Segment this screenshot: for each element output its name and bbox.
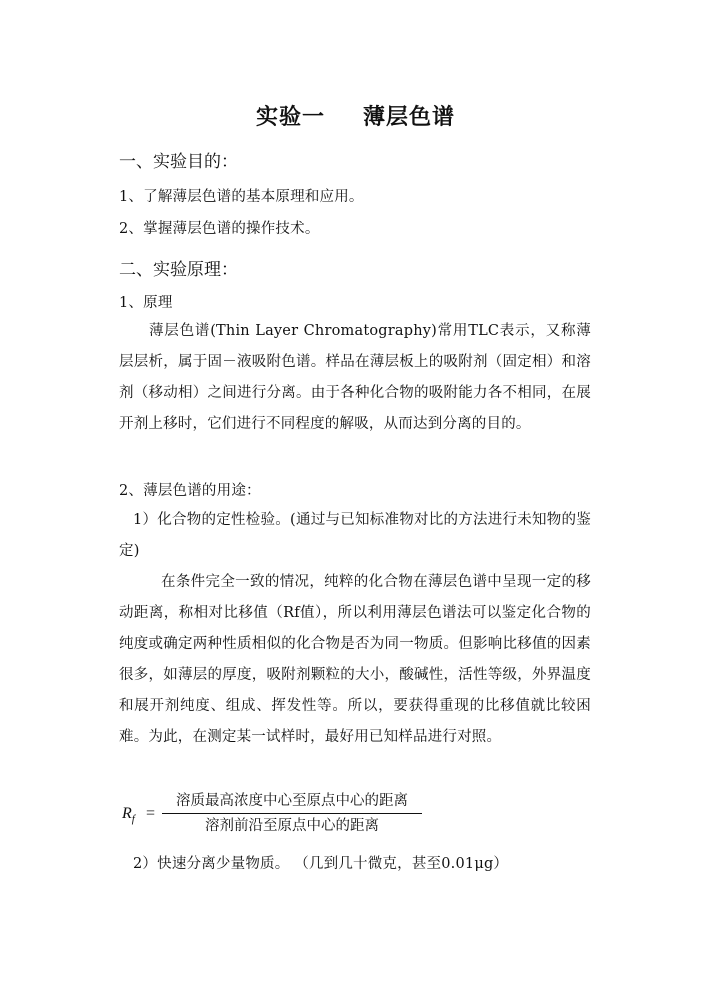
subheading-uses: 2、薄层色谱的用途： <box>119 483 261 499</box>
use-item-1: 1）化合物的定性检验。(通过与已知标准物对比的方法进行未知物的鉴定) <box>119 512 591 559</box>
title-experiment-number: 实验一 <box>255 105 325 130</box>
fraction-bar <box>162 813 422 814</box>
formula-numerator: 溶质最高浓度中心至原点中心的距离 <box>176 793 408 809</box>
heading-principles: 二、实验原理： <box>119 260 238 280</box>
formula-equals: = <box>146 805 156 822</box>
page-title <box>0 100 711 131</box>
rf-formula <box>122 791 422 837</box>
use-item-2: 2）快速分离少量物质。 （几到几十微克，甚至0.01μg） <box>133 856 509 872</box>
title-experiment-name: 薄层色谱 <box>363 105 456 130</box>
objective-item-2: 2、掌握薄层色谱的操作技术。 <box>119 221 320 237</box>
heading-objectives: 一、实验目的： <box>119 152 238 172</box>
subheading-principle: 1、原理 <box>119 295 173 311</box>
formula-denominator: 溶剂前沿至原点中心的距离 <box>205 818 379 834</box>
objective-item-1: 1、了解薄层色谱的基本原理和应用。 <box>119 189 364 205</box>
formula-fraction <box>162 791 422 836</box>
paragraph-rf-value: 在条件完全一致的情况，纯粹的化合物在薄层色谱中呈现一定的移动距离，称相对比移值（Rf值），所以利用薄层色谱法可以鉴定化合物的纯度或确定两种性质相似的化合物是否为同一物质。但影响比移值的因素很多，如薄层的厚度，吸附剂颗粒的大小，酸碱性，活性等级，外界温度和展开剂纯度、组成、挥发性等。所以，要获得重现的比移值就比较困难。为此，在测定某一试样时，最好用已知样品进行对照。 <box>119 574 591 745</box>
paragraph-principle: 薄层色谱(Thin Layer Chromatography)常用TLC表示，又称薄层层析，属于固－液吸附色谱。样品在薄层板上的吸附剂（固定相）和溶剂（移动相）之间进行分离。由于各种化合物的吸附能力各不相同，在展开剂上移时，它们进行不同程度的解吸，从而达到分离的目的。 <box>119 323 591 432</box>
rf-symbol: $R_f$ <box>122 805 135 826</box>
